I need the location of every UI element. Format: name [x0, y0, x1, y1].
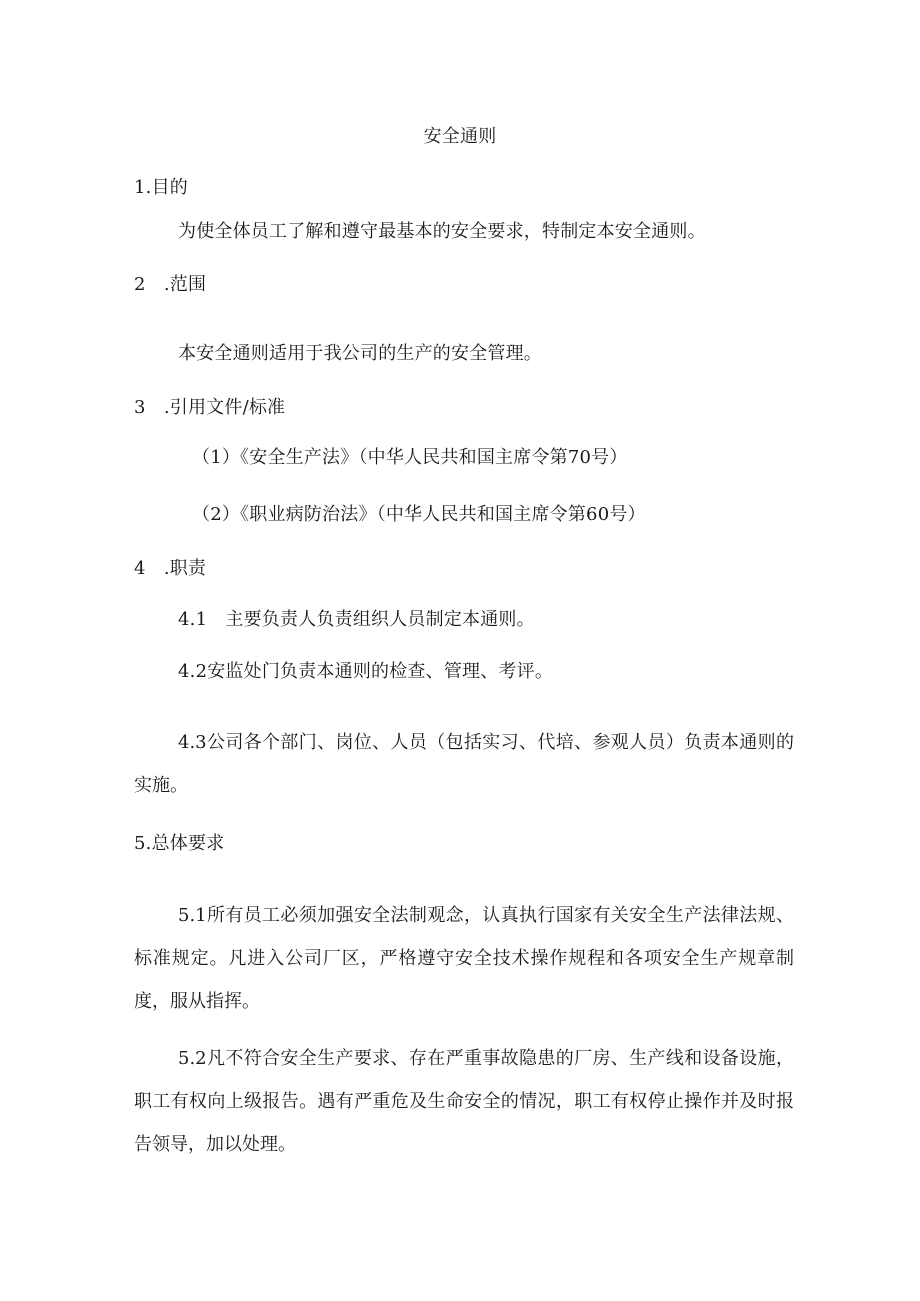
- duty-item-4-3: 4.3公司各个部门、岗位、人员（包括实习、代培、参观人员）负责本通则的实施。: [134, 732, 794, 796]
- section-1-body: 为使全体员工了解和遵守最基本的安全要求，特制定本安全通则。: [178, 221, 706, 242]
- duty-item-4-2: 4.2安监处门负责本通则的检查、管理、考评。: [178, 661, 554, 682]
- section-4-heading: 4 .职责: [134, 558, 207, 579]
- requirement-item-5-1: 5.1所有员工必须加强安全法制观念，认真执行国家有关安全生产法律法规、标准规定。凡进入公司厂区，严格遵守安全技术操作规程和各项安全生产规章制度，服从指挥。: [134, 905, 794, 1012]
- section-3-heading: 3 .引用文件/标准: [134, 397, 286, 418]
- reference-item-2: （2）《职业病防治法》（中华人民共和国主席令第60号）: [192, 504, 646, 525]
- section-2-heading: 2 .范围: [134, 274, 207, 295]
- reference-item-1: （1）《安全生产法》（中华人民共和国主席令第70号）: [192, 447, 628, 468]
- duty-item-4-1: 4.1 主要负责人负责组织人员制定本通则。: [178, 609, 535, 630]
- requirement-item-5-2: 5.2凡不符合安全生产要求、存在严重事故隐患的厂房、生产线和设备设施，职工有权向上级报告。遇有严重危及生命安全的情况，职工有权停止操作并及时报告领导，加以处理。: [134, 1048, 794, 1155]
- document-title: 安全通则: [423, 126, 497, 147]
- section-2-body: 本安全通则适用于我公司的生产的安全管理。: [178, 343, 542, 364]
- section-1-heading: 1.目的: [134, 177, 188, 198]
- section-5-heading: 5.总体要求: [134, 833, 225, 854]
